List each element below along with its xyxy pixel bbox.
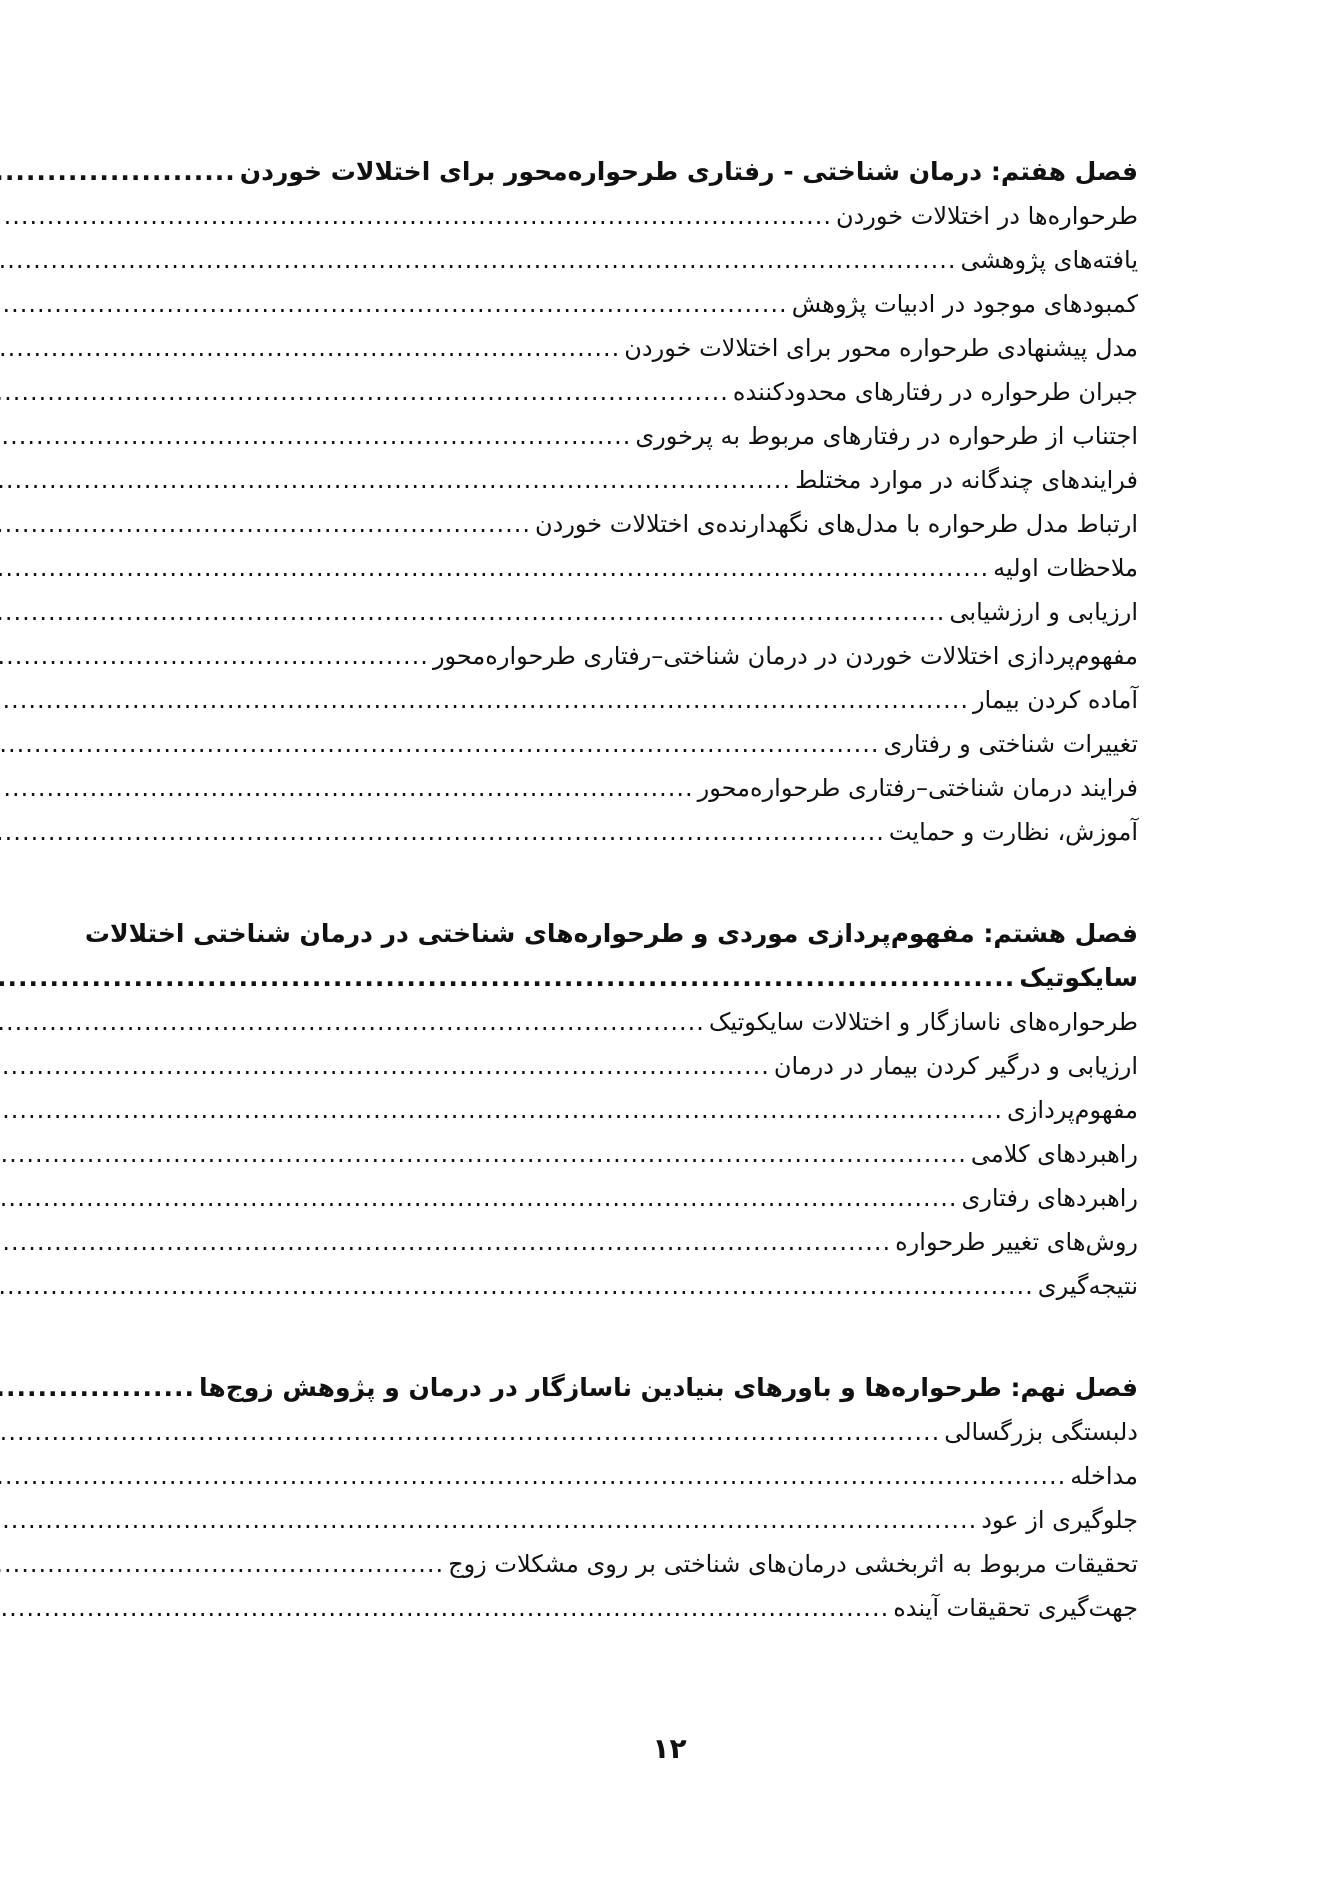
- entry-title: مفهوم‌پردازی اختلالات خوردن در درمان شناختی–رفتاری طرحواره‌محور: [432, 642, 1138, 670]
- leader-dots: [0, 1220, 895, 1264]
- toc-entry: [198, 326, 1138, 370]
- entry-title: مدل پیشنهادی طرحواره محور برای اختلالات خوردن: [624, 334, 1138, 362]
- chapter-title: فصل نهم: طرحواره‌ها و باورهای بنیادین ناسازگار در درمان و پژوهش زوج‌ها: [198, 1373, 1138, 1402]
- toc-entry: [198, 194, 1138, 238]
- toc-entry: [198, 1088, 1138, 1132]
- section-gap: [198, 1308, 1138, 1366]
- toc-entry: [198, 590, 1138, 634]
- leader-dots: [0, 458, 795, 502]
- toc-entry: [198, 546, 1138, 590]
- chapter-heading: [198, 1366, 1138, 1410]
- entry-title: جلوگیری از عود: [981, 1506, 1138, 1534]
- leader-dots: [0, 678, 973, 722]
- toc-entry: [198, 634, 1138, 678]
- toc-entry: [198, 458, 1138, 502]
- leader-dots: [0, 282, 792, 326]
- toc-entry: [198, 1132, 1138, 1176]
- toc-entry: [198, 282, 1138, 326]
- entry-title: تحقیقات مربوط به اثربخشی درمان‌های شناختی بر روی مشکلات زوج: [448, 1550, 1138, 1578]
- leader-dots: [0, 1000, 709, 1044]
- toc-entry: [198, 810, 1138, 854]
- entry-title: راهبردهای کلامی: [970, 1140, 1138, 1168]
- chapter-heading: [198, 956, 1138, 1000]
- toc-entry: [198, 370, 1138, 414]
- entry-title: جهت‌گیری تحقیقات آینده: [893, 1594, 1138, 1622]
- entry-title: ملاحظات اولیه: [993, 554, 1138, 582]
- toc-entry: [198, 766, 1138, 810]
- leader-dots: [0, 810, 889, 854]
- chapter-title-continuation: سایکوتیک: [1019, 963, 1138, 992]
- toc-entry: [198, 1264, 1138, 1308]
- entry-title: ارتباط مدل طرحواره با مدل‌های نگهدارنده‌ی اختلالات خوردن: [535, 510, 1138, 538]
- entry-title: فرایند درمان شناختی–رفتاری طرحواره‌محور: [697, 774, 1138, 802]
- leader-dots: [0, 1542, 448, 1586]
- entry-title: تغییرات شناختی و رفتاری: [883, 730, 1138, 758]
- toc-entry: [198, 1498, 1138, 1542]
- entry-title: روش‌های تغییر طرحواره: [895, 1228, 1138, 1256]
- chapter-title: فصل هشتم: مفهوم‌پردازی موردی و طرحواره‌های شناختی در درمان شناختی اختلالات: [84, 919, 1138, 948]
- entry-title: آماده کردن بیمار: [972, 686, 1138, 714]
- entry-title: نتیجه‌گیری: [1037, 1272, 1138, 1300]
- chapter-heading: [198, 150, 1138, 194]
- leader-dots: [0, 1498, 981, 1542]
- entry-title: مداخله: [1070, 1462, 1138, 1490]
- leader-dots: [0, 1088, 1007, 1132]
- leader-dots: [0, 502, 535, 546]
- section-gap: [198, 854, 1138, 912]
- chapter-title: فصل هفتم: درمان شناختی - رفتاری طرحواره‌محور برای اختلالات خوردن: [239, 157, 1138, 186]
- toc-entry: [198, 1454, 1138, 1498]
- leader-dots: [0, 1454, 1070, 1498]
- leader-dots: [0, 1410, 944, 1454]
- leader-dots: [0, 590, 949, 634]
- toc-entry: [198, 678, 1138, 722]
- entry-title: ارزیابی و درگیر کردن بیمار در درمان: [773, 1052, 1138, 1080]
- toc-entry: [198, 1220, 1138, 1264]
- leader-dots: [0, 370, 733, 414]
- leader-dots: [0, 1176, 962, 1220]
- toc-entry: [198, 1000, 1138, 1044]
- entry-title: ارزیابی و ارزشیابی: [949, 598, 1138, 626]
- entry-title: اجتناب از طرحواره در رفتارهای مربوط به پرخوری: [635, 422, 1138, 450]
- toc-entry: [198, 238, 1138, 282]
- entry-title: طرحواره‌ها در اختلالات خوردن: [835, 202, 1138, 230]
- leader-dots: [0, 238, 960, 282]
- table-of-contents: [84, 150, 1138, 1630]
- leader-dots: [0, 634, 433, 678]
- toc-entry: [198, 1542, 1138, 1586]
- leader-dots: [0, 1132, 971, 1176]
- leader-dots: [0, 150, 240, 194]
- leader-dots: [0, 194, 836, 238]
- leader-dots: [0, 1366, 199, 1410]
- leader-dots: [0, 1586, 893, 1630]
- leader-dots: [0, 722, 884, 766]
- leader-dots: [0, 956, 1019, 1000]
- leader-dots: [0, 326, 624, 370]
- entry-title: یافته‌های پژوهشی: [960, 246, 1138, 274]
- leader-dots: [0, 546, 993, 590]
- leader-dots: [0, 414, 635, 458]
- entry-title: آموزش، نظارت و حمایت: [888, 818, 1138, 846]
- entry-title: جبران طرحواره در رفتارهای محدودکننده: [732, 378, 1138, 406]
- entry-title: طرحواره‌های ناسازگار و اختلالات سایکوتیک: [708, 1008, 1138, 1036]
- toc-entry: [198, 1176, 1138, 1220]
- entry-title: راهبردهای رفتاری: [961, 1184, 1138, 1212]
- toc-entry: [198, 1044, 1138, 1088]
- toc-entry: [198, 502, 1138, 546]
- toc-entry: [198, 1410, 1138, 1454]
- page-number: ۱۲: [652, 1732, 687, 1765]
- leader-dots: [0, 1044, 774, 1088]
- toc-entry: [198, 722, 1138, 766]
- entry-title: کمبودهای موجود در ادبیات پژوهش: [791, 290, 1138, 318]
- entry-title: فرایندهای چندگانه در موارد مختلط: [795, 466, 1138, 494]
- leader-dots: [0, 1264, 1038, 1308]
- entry-title: دلبستگی بزرگسالی: [944, 1418, 1138, 1446]
- entry-title: مفهوم‌پردازی: [1007, 1096, 1138, 1124]
- toc-entry: [198, 1586, 1138, 1630]
- toc-entry: [198, 414, 1138, 458]
- leader-dots: [0, 766, 698, 810]
